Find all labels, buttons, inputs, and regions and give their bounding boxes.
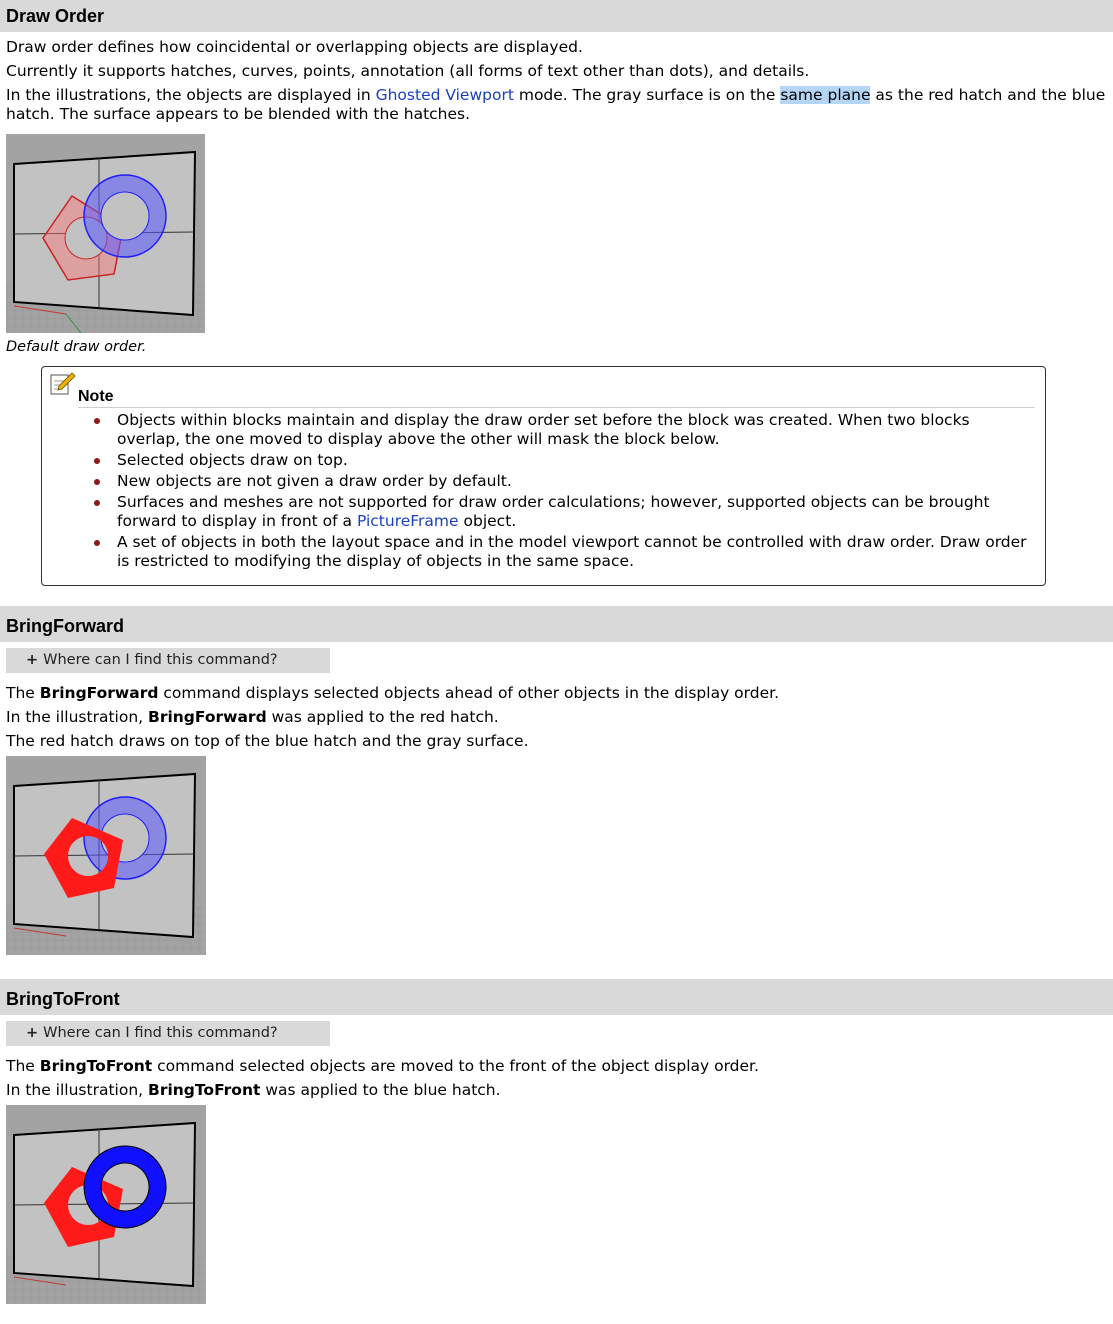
expand-plus-icon: + [26, 1025, 39, 1041]
default-draw-order-illustration [6, 134, 205, 333]
bullet-icon [94, 500, 100, 506]
section-header-bringforward [0, 606, 1113, 642]
note-box [41, 366, 1046, 586]
expand-plus-icon: + [26, 652, 39, 668]
ghosted-viewport-link[interactable]: Ghosted Viewport [375, 86, 514, 104]
figure-caption: Default draw order. [6, 339, 147, 355]
text-selection-highlight: same plane [780, 86, 871, 104]
bringforward-illustration [6, 756, 206, 955]
bringtofront-illustration [6, 1105, 206, 1304]
list-item: Surfaces and meshes are not supported for draw order calculations; however, supported objects can be brought forward to display in front of a PictureFrame object. [92, 493, 1031, 531]
where-to-find-expander[interactable]: + Where can I find this command? [6, 648, 330, 673]
bullet-icon [94, 479, 100, 485]
section-header-bringtofront [0, 979, 1113, 1015]
list-item: New objects are not given a draw order by default. [92, 472, 1031, 491]
paragraph: In the illustrations, the objects are displayed in Ghosted Viewport mode. The gray surface is on the same plane as the red hatch and the blue hatch. The surface appears to be blended with the hatches. [6, 86, 1106, 123]
paragraph: The red hatch draws on top of the blue hatch and the gray surface. [6, 732, 529, 750]
list-item: Selected objects draw on top. [92, 451, 1031, 470]
section-title: BringToFront [6, 989, 120, 1009]
where-to-find-expander[interactable]: + Where can I find this command? [6, 1021, 330, 1046]
paragraph: Currently it supports hatches, curves, points, annotation (all forms of text other than dots), and details. [6, 62, 810, 80]
pictureframe-link[interactable]: PictureFrame [356, 512, 459, 530]
note-pencil-icon [50, 372, 76, 396]
section-header-draw-order [0, 0, 1113, 32]
list-item: A set of objects in both the layout space and in the model viewport cannot be controlled with draw order. Draw order is restricted to modifying the display of objects in the same space. [92, 533, 1031, 571]
section-title: BringForward [6, 616, 125, 636]
paragraph: The BringForward command displays selected objects ahead of other objects in the display order. [6, 684, 780, 702]
note-list [92, 411, 1031, 573]
paragraph: In the illustration, BringForward was applied to the red hatch. [6, 708, 499, 726]
list-item: Objects within blocks maintain and display the draw order set before the block was created. When two blocks overlap, the one moved to display above the other will mask the block below. [92, 411, 1031, 449]
paragraph: The BringToFront command selected objects are moved to the front of the object display order. [6, 1057, 759, 1075]
paragraph: In the illustration, BringToFront was applied to the blue hatch. [6, 1081, 501, 1099]
bullet-icon [94, 540, 100, 546]
section-title: Draw Order [6, 6, 105, 26]
note-title: Note [78, 388, 114, 405]
bullet-icon [94, 458, 100, 464]
bullet-icon [94, 418, 100, 424]
paragraph: Draw order defines how coincidental or overlapping objects are displayed. [6, 38, 583, 56]
divider [78, 407, 1035, 408]
